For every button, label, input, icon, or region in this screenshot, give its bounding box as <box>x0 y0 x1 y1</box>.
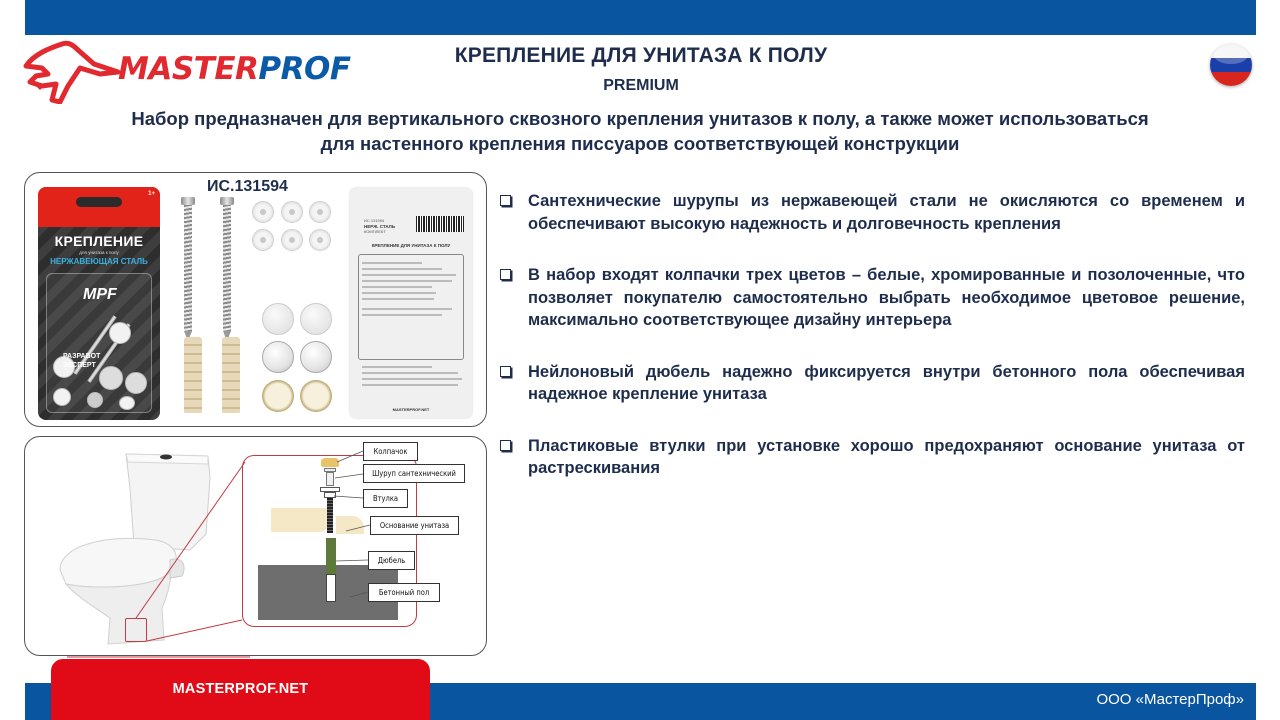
package-back-title: КРЕПЛЕНИЕ ДЛЯ УНИТАЗА К ПОЛУ <box>371 243 451 248</box>
footer-site-link[interactable]: MASTERPROF.NET <box>172 681 309 697</box>
intro-line-1: Набор предназначен для вертикального сквозного крепления унитазов к полу, а также может использоваться <box>131 108 1149 129</box>
feature-item: В набор входят колпачки трех цветов – белые, хромированные и позолоченные, что позволяет покупателю самостоятельно выбрать необходимое цветовое решение, максимально соответствующее дизайну интерьера <box>500 264 1245 332</box>
callout-screw: Шуруп сантехнический <box>363 464 465 483</box>
callout-dowel: Дюбель <box>368 551 415 570</box>
package-subtitle: для унитаза к полу <box>79 250 119 255</box>
checkbox-bullet-icon <box>500 269 511 280</box>
page-title: КРЕПЛЕНИЕ ДЛЯ УНИТАЗА К ПОЛУ <box>454 44 828 67</box>
feature-item: Нейлоновый дюбель надежно фиксируется внутри бетонного пола обеспечивая надежное крепление унитаза <box>500 361 1245 406</box>
checkbox-bullet-icon <box>500 440 511 451</box>
expert-stamp: РАЗРАБОТ ЭКСПЕРТ <box>63 353 101 369</box>
product-sku: ИС.131594 <box>207 178 288 195</box>
callout-bushing: Втулка <box>363 489 408 508</box>
callout-concrete-floor: Бетонный пол <box>368 583 440 602</box>
feature-item: Пластиковые втулки при установке хорошо предохраняют основание унитаза от растрескивания <box>500 435 1245 480</box>
checkbox-bullet-icon <box>500 195 511 206</box>
checkbox-bullet-icon <box>500 366 511 377</box>
feature-item: Сантехнические шурупы из нержавеющей стали не окисляются со временем и обеспечивают высокую надежность и долговечность крепления <box>500 190 1245 235</box>
package-back-codes: ИС.131594 НЕРЖ. СТАЛЬ КОМПЛЕКТ <box>364 218 396 234</box>
callout-cap: Колпачок <box>363 442 418 461</box>
footer-company-name: ООО «МастерПроф» <box>1096 691 1244 708</box>
logo-wordmark: MASTERPROF <box>118 51 351 87</box>
page-subtitle: PREMIUM <box>603 77 679 94</box>
package-material: НЕРЖАВЕЮЩАЯ СТАЛЬ <box>50 257 148 266</box>
age-badge: 1+ <box>148 191 155 197</box>
feature-list <box>500 190 1245 509</box>
mpf-logo: MPF <box>83 286 117 303</box>
package-back-site: MASTERPROF.NET <box>392 407 430 412</box>
intro-line-2: для настенного крепления писсуаров соответствующей конструкции <box>320 133 960 154</box>
callout-toilet-base: Основание унитаза <box>370 516 459 535</box>
package-title: КРЕПЛЕНИЕ <box>54 233 144 249</box>
